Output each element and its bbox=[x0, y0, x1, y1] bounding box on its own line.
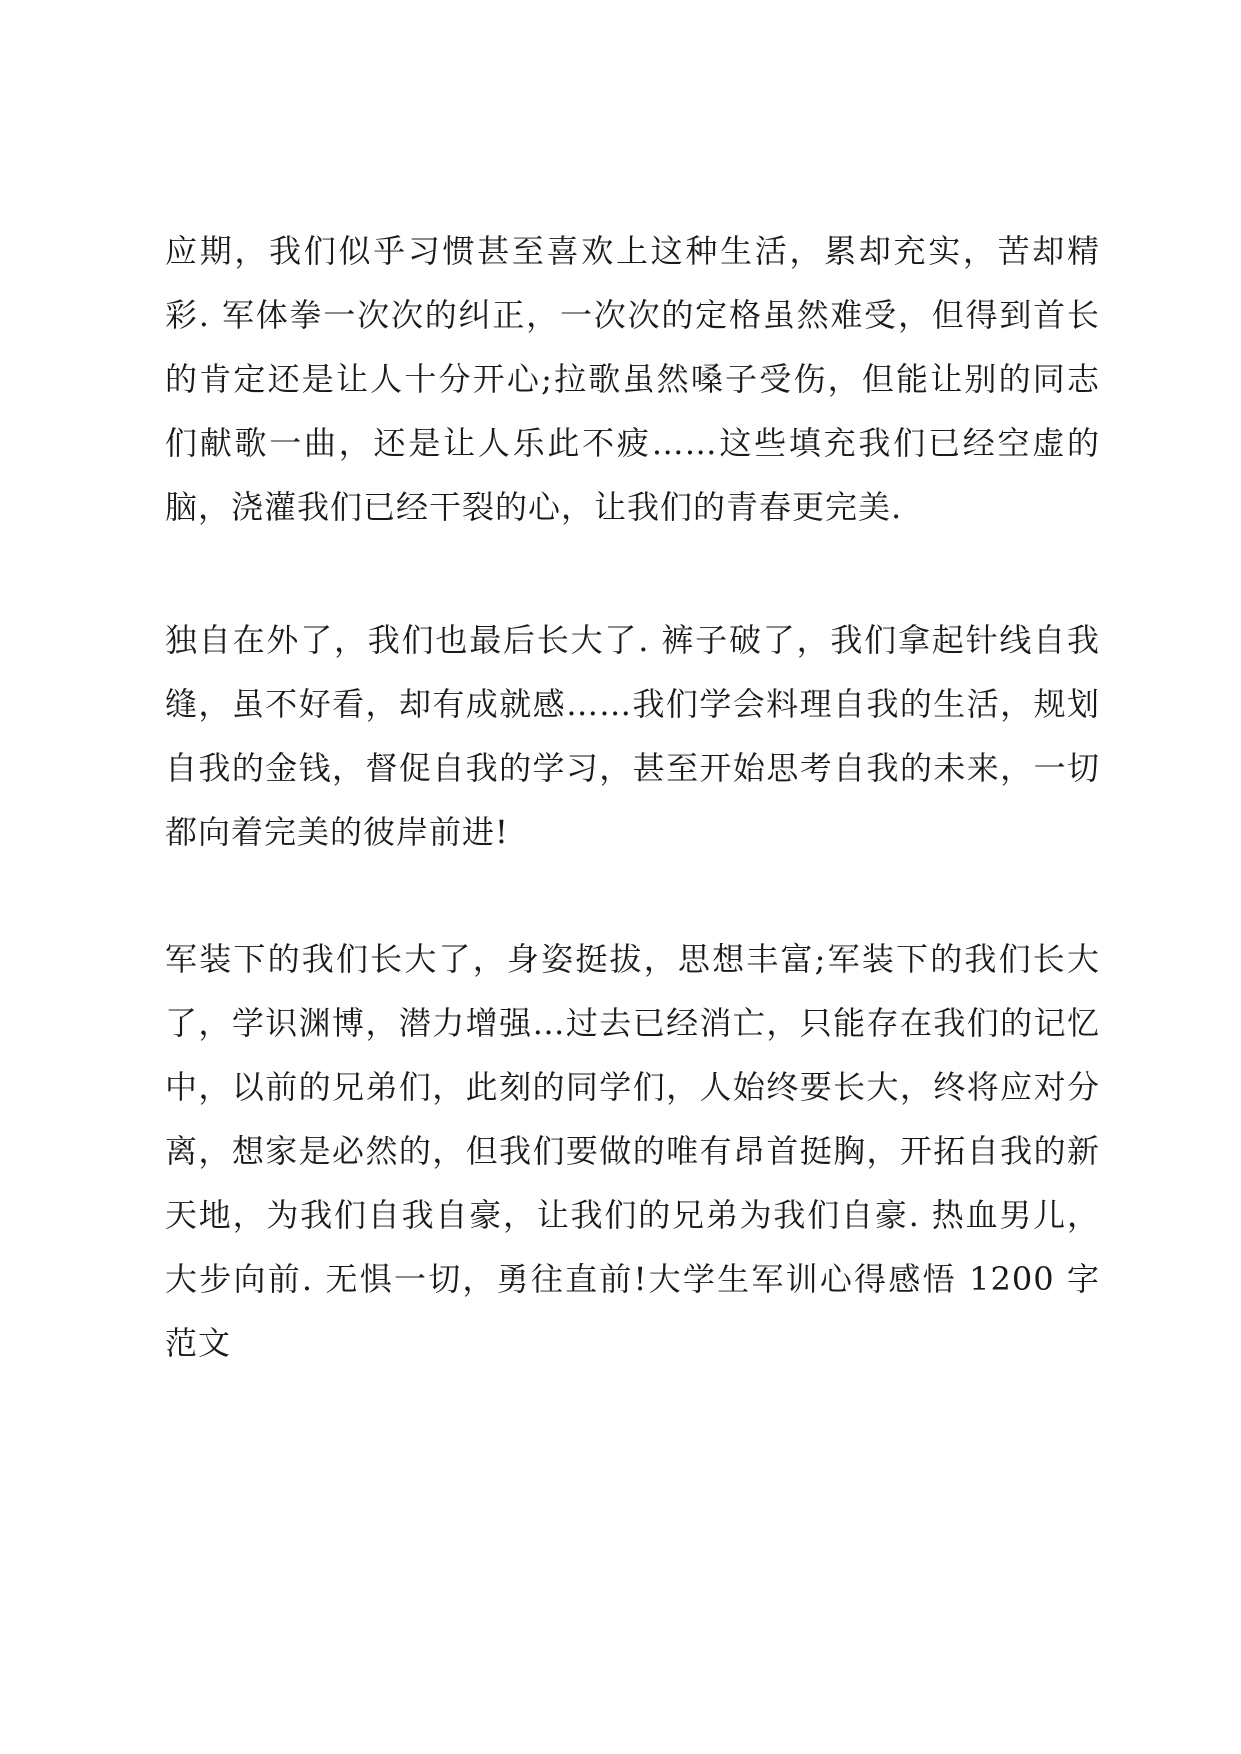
paragraph-3: 军装下的我们长大了，身姿挺拔，思想丰富;军装下的我们长大了，学识渊博，潜力增强…过去已经消亡，只能存在我们的记忆中，以前的兄弟们，此刻的同学们，人始终要长大，终将应对分离，想家是必然的，但我们要做的唯有昂首挺胸，开拓自我的新天地，为我们自我自豪，让我们的兄弟为我们自豪. 热血男儿，大步向前. 无惧一切，勇往直前!大学生军训心得感悟 1200 字范文 bbox=[165, 940, 1100, 1362]
paragraph-1: 应期，我们似乎习惯甚至喜欢上这种生活，累却充实，苦却精彩. 军体拳一次次的纠正，一次次的定格虽然难受，但得到首长的肯定还是让人十分开心;拉歌虽然嗓子受伤，但能让别的同志们献歌一曲，还是让人乐此不疲……这些填充我们已经空虚的脑，浇灌我们已经干裂的心，让我们的青春更完美. bbox=[165, 232, 1100, 526]
paragraph-2: 独自在外了，我们也最后长大了. 裤子破了，我们拿起针线自我缝，虽不好看，却有成就感……我们学会料理自我的生活，规划自我的金钱，督促自我的学习，甚至开始思考自我的未来，一切都向着完美的彼岸前进! bbox=[165, 621, 1100, 851]
